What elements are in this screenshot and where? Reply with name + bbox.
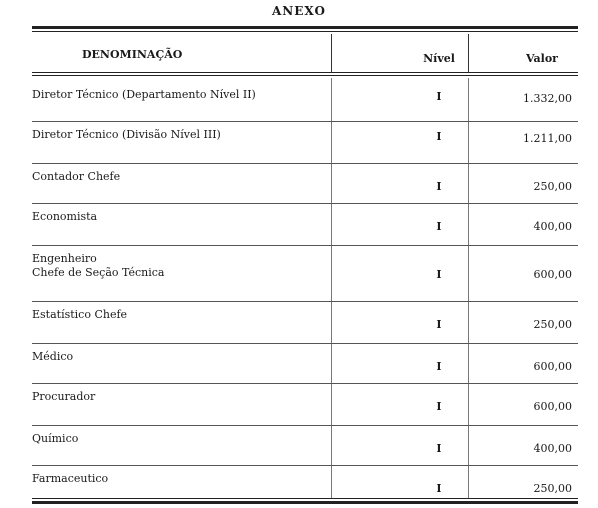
column-divider [468, 34, 469, 72]
row-denominacao: Diretor Técnico (Departamento Nível II) [32, 88, 256, 101]
header-rule-thin [32, 75, 578, 76]
row-denominacao: Procurador [32, 390, 96, 403]
table-row [32, 204, 578, 246]
row-nivel: I [436, 318, 442, 331]
table-row [32, 164, 578, 204]
row-valor: 250,00 [533, 318, 572, 331]
table-row [32, 122, 578, 164]
row-valor: 600,00 [533, 268, 572, 281]
salary-table [32, 26, 578, 506]
table-row [32, 344, 578, 384]
table-row [32, 384, 578, 426]
row-valor: 400,00 [533, 220, 572, 233]
row-valor: 250,00 [533, 482, 572, 495]
row-denominacao: Diretor Técnico (Divisão Nível III) [32, 128, 221, 141]
header-denominacao: DENOMINAÇÃO [82, 48, 183, 61]
row-valor: 600,00 [533, 360, 572, 373]
row-nivel: I [436, 130, 442, 143]
row-nivel: I [436, 90, 442, 103]
row-denominacao: Médico [32, 350, 74, 363]
table-row [32, 246, 578, 302]
row-denominacao: Engenheiro Chefe de Seção Técnica [32, 252, 165, 279]
bottom-rule [32, 501, 578, 504]
row-nivel: I [436, 268, 442, 281]
row-nivel: I [436, 482, 442, 495]
row-valor: 250,00 [533, 180, 572, 193]
column-divider [331, 34, 332, 72]
table-row [32, 302, 578, 344]
top-rule-thin [32, 31, 578, 32]
table-row [32, 82, 578, 122]
row-nivel: I [436, 220, 442, 233]
row-denominacao: Contador Chefe [32, 170, 121, 183]
row-nivel: I [436, 442, 442, 455]
row-valor: 1.332,00 [523, 92, 572, 105]
row-nivel: I [436, 180, 442, 193]
table-row [32, 426, 578, 466]
table-row [32, 466, 578, 498]
header-nivel: Nível [423, 52, 455, 65]
header-valor: Valor [526, 52, 558, 65]
row-valor: 400,00 [533, 442, 572, 455]
document-title: ANEXO [272, 4, 326, 18]
row-denominacao: Farmaceutico [32, 472, 109, 485]
row-valor: 600,00 [533, 400, 572, 413]
row-nivel: I [436, 360, 442, 373]
row-denominacao: Químico [32, 432, 79, 445]
header-rule [32, 72, 578, 73]
bottom-rule-thin [32, 498, 578, 499]
row-denominacao: Estatístico Chefe [32, 308, 128, 321]
top-rule [32, 26, 578, 29]
row-nivel: I [436, 400, 442, 413]
row-valor: 1.211,00 [523, 132, 572, 145]
row-denominacao: Economista [32, 210, 98, 223]
